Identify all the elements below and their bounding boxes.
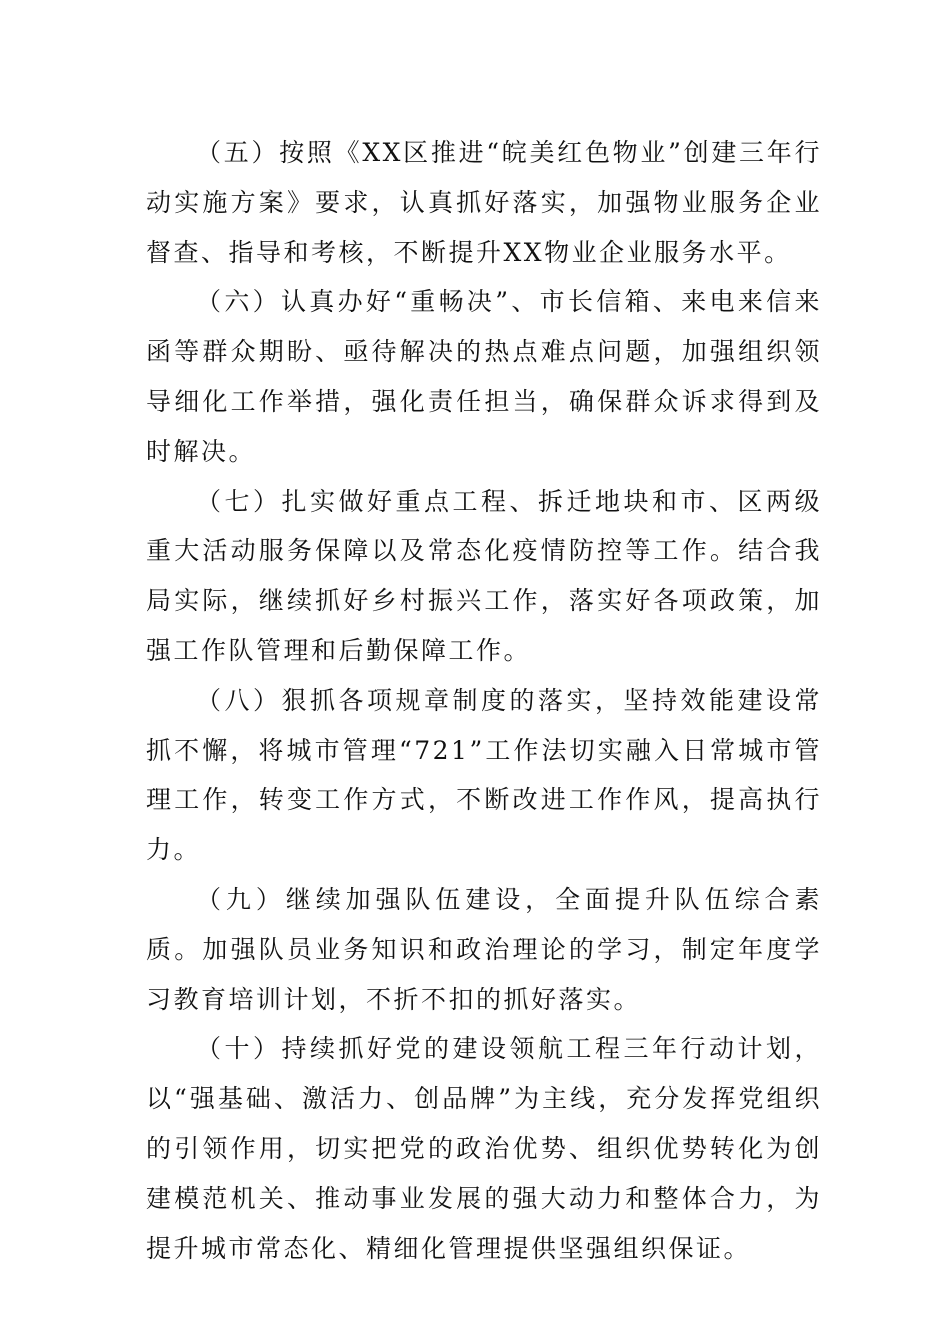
paragraph-6: （六）认真办好“重畅决”、市长信箱、来电来信来函等群众期盼、亟待解决的热点难点问题，加强组织领导细化工作举措，强化责任担当，确保群众诉求得到及时解决。 <box>146 287 822 466</box>
paragraph-5: （五）按照《XX区推进“皖美红色物业”创建三年行动实施方案》要求，认真抓好落实，加强物业服务企业督查、指导和考核，不断提升XX物业企业服务水平。 <box>146 138 822 267</box>
paragraph-10: （十）持续抓好党的建设领航工程三年行动计划，以“强基础、激活力、创品牌”为主线，充分发挥党组织的引领作用，切实把党的政治优势、组织优势转化为创建模范机关、推动事业发展的强大动力和整体合力，为提升城市常态化、精细化管理提供坚强组织保证。 <box>146 1034 822 1263</box>
paragraph-7: （七）扎实做好重点工程、拆迁地块和市、区两级重大活动服务保障以及常态化疫情防控等工作。结合我局实际，继续抓好乡村振兴工作，落实好各项政策，加强工作队管理和后勤保障工作。 <box>146 486 822 665</box>
document-body <box>146 128 822 1273</box>
paragraph-9: （九）继续加强队伍建设，全面提升队伍综合素质。加强队员业务知识和政治理论的学习，制定年度学习教育培训计划，不折不扣的抓好落实。 <box>146 884 822 1014</box>
paragraph-8: （八）狠抓各项规章制度的落实，坚持效能建设常抓不懈，将城市管理“721”工作法切实融入日常城市管理工作，转变工作方式，不断改进工作作风，提高执行力。 <box>146 685 822 865</box>
